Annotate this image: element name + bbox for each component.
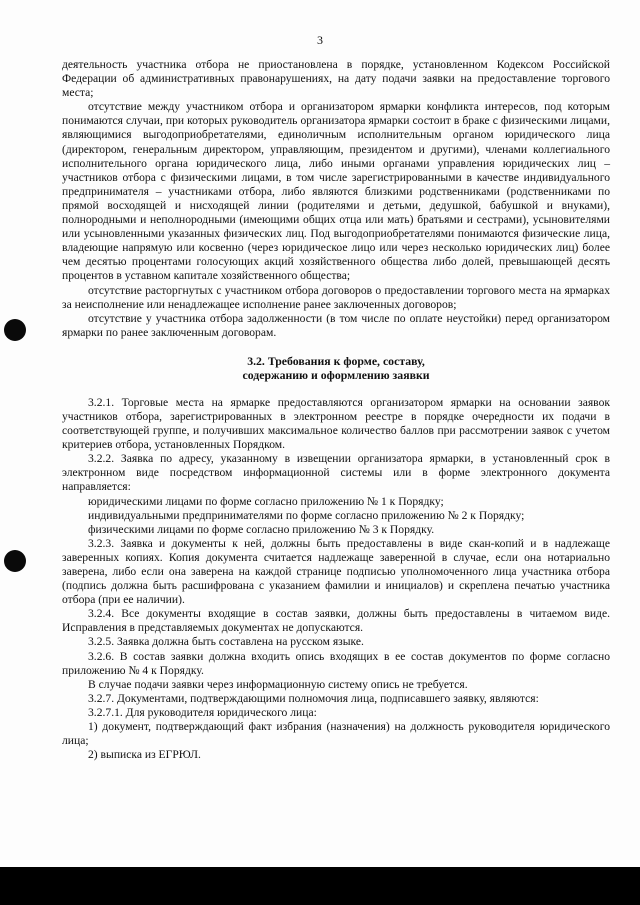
punch-hole-top <box>4 319 26 341</box>
clause-10: В случае подачи заявки через информационную систему опись не требуется. <box>88 677 468 691</box>
clause-9: 3.2.6. В состав заявки должна входить опись входящих в ее состав документов по форме согласно приложению № 4 к Порядку. <box>62 649 610 677</box>
paragraph-3: отсутствие расторгнутых с участником отбора договоров о предоставлении торгового места на ярмарках за неисполнение или ненадлежащее исполнение ранее заключенных договоров; <box>62 283 610 311</box>
clause-11: 3.2.7. Документами, подтверждающими полномочия лица, подписавшего заявку, являются: <box>88 691 539 705</box>
punch-hole-bottom <box>4 550 26 572</box>
requirements-list <box>62 58 610 340</box>
clause-13: 1) документ, подтверждающий факт избрания (назначения) на должность руководителя юридического лица; <box>62 720 610 748</box>
paragraph-4: отсутствие у участника отбора задолженности (в том числе по оплате неустойки) перед организатором ярмарки по ранее заключенным договорам. <box>62 311 610 339</box>
clause-12: 3.2.7.1. Для руководителя юридического лица: <box>88 705 317 719</box>
clause-1: 3.2.1. Торговые места на ярмарке предоставляются организатором ярмарки на основании заявок участников отбора, зарегистрированных в электронном реестре в порядке очередности их подачи в соответствующей группе, и получивших максимальное количество баллов при рассмотрении заявок с учетом критериев отбора, установленных Порядком. <box>62 395 610 452</box>
document-body <box>62 58 610 762</box>
clause-14: 2) выписка из ЕГРЮЛ. <box>88 748 201 762</box>
section-heading <box>62 354 610 383</box>
page-number: 3 <box>317 33 323 47</box>
section-heading-line-2: содержанию и оформлению заявки <box>242 368 430 383</box>
scan-border <box>0 867 640 905</box>
clause-8: 3.2.5. Заявка должна быть составлена на русском языке. <box>88 635 364 649</box>
paragraph-1: деятельность участника отбора не приостановлена в порядке, установленном Кодексом Российской Федерации об административных правонарушениях, на дату подачи заявки на предоставление торгового места; <box>62 58 610 100</box>
paragraph-2: отсутствие между участником отбора и организатором ярмарки конфликта интересов, под которым понимаются случаи, при которых руководитель организатора ярмарки состоит в браке с физическими лицами, являющимися выгодоприобретателями, единоличным исполнительным органом юридического лица (директором, генеральным директором, управляющим, президентом и другими), членами коллегиального исполнительного органа юридического лица, либо иными органами управления юридических лиц – участников отбора с физическими лицами, в том числе зарегистрированными в качестве индивидуального предпринимателя – участниками отбора, либо являются близкими родственниками (родственниками по прямой восходящей и нисходящей линии (родителями и детьми, дедушкой, бабушкой и внуками), полнородными и неполнородными (имеющими общих отца или мать) братьями и сестрами), усыновителями или усыновленными указанных физических лиц. Под выгодоприобретателями понимаются физические лица, владеющие напрямую или косвенно (через юридическое лицо или через несколько юридических лиц) более чем десятью процентами голосующих акций хозяйственного общества либо долей, превышающей десять процентов в уставном капитале хозяйственного общества; <box>62 100 610 283</box>
clause-4: индивидуальными предпринимателями по форме согласно приложению № 2 к Порядку; <box>88 508 525 522</box>
section-3-2-body <box>62 396 610 762</box>
clause-6: 3.2.3. Заявка и документы к ней, должны быть предоставлены в виде скан-копий и в надлежаще заверенных копиях. Копия документа считается надлежаще заверенной в случае, если она нотариально заверена, либо если она заверена на каждой странице подписью уполномоченного лица участника отбора (подпись должна быть расшифрована с указанием фамилии и инициалов) и скреплена печатью участника отбора (при ее наличии). <box>62 536 610 607</box>
clause-7: 3.2.4. Все документы входящие в состав заявки, должны быть предоставлены в читаемом виде. Исправления в представляемых документах не допускаются. <box>62 607 610 635</box>
section-heading-line-1: 3.2. Требования к форме, составу, <box>247 353 425 368</box>
clause-2: 3.2.2. Заявка по адресу, указанному в извещении организатора ярмарки, в установленный срок в электронном виде посредством информационной системы или в форме электронного документа направляется: <box>62 452 610 494</box>
clause-3: юридическими лицами по форме согласно приложению № 1 к Порядку; <box>88 494 444 508</box>
clause-5: физическими лицами по форме согласно приложению № 3 к Порядку. <box>88 522 435 536</box>
